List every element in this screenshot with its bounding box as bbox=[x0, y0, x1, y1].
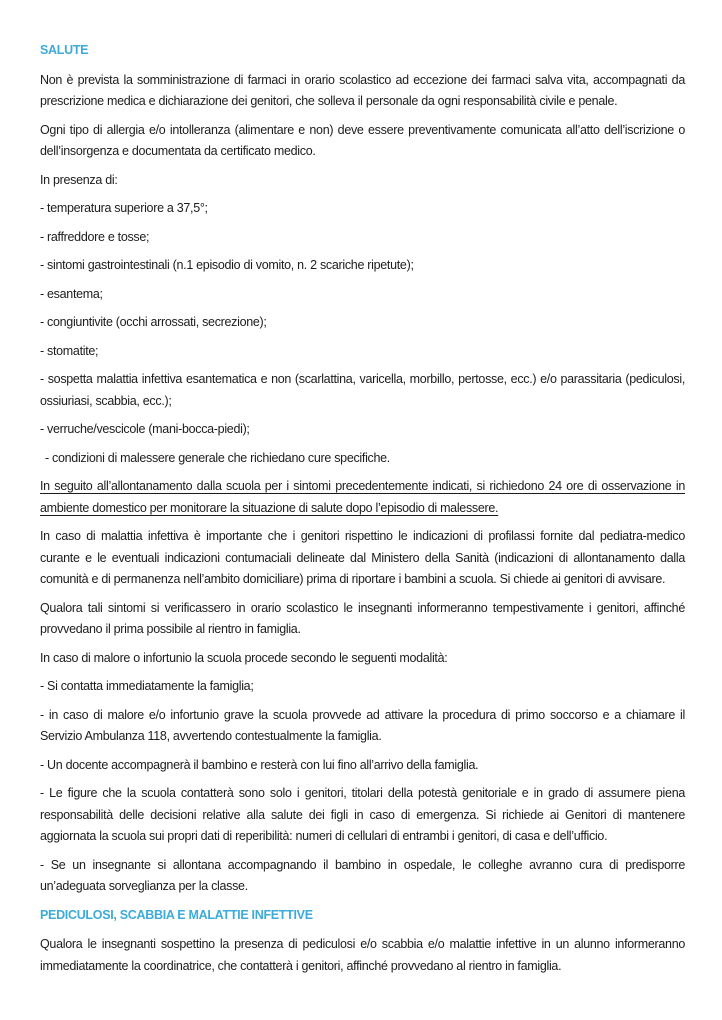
bullet-gastrointestinali: - sintomi gastrointestinali (n.1 episodio di vomito, n. 2 scariche ripetute); bbox=[40, 258, 414, 272]
paragraph-malore-modalita: In caso di malore o infortunio la scuola procede secondo le seguenti modalità: bbox=[40, 650, 448, 665]
bullet-contatta-famiglia: - Si contatta immediatamente la famiglia; bbox=[40, 679, 254, 693]
bullet-verruche: - verruche/vescicole (mani-bocca-piedi); bbox=[40, 422, 250, 436]
underlined-note-24-ore: In seguito all’allontanamento dalla scuola per i sintomi precedentemente indicati, si richiedono 24 ore di osservazione in ambiente domestico per monitorare la situazione di salute dopo l’episodio di malessere. bbox=[40, 479, 685, 515]
bullet-congiuntivite: - congiuntivite (occhi arrossati, secrezione); bbox=[40, 315, 267, 329]
paragraph-profilassi: In caso di malattia infettiva è importante che i genitori rispettino le indicazioni di profilassi fornite dal pediatra-medico curante e le eventuali indicazioni contumaciali delineate dal Ministero della Sanità (indicazioni di allontanamento dalla comunità e di permanenza nell’ambito domiciliare) prima di riportare i bambini a scuola. Si chiede ai genitori di avvisare. bbox=[40, 529, 685, 586]
bullet-raffreddore: - raffreddore e tosse; bbox=[40, 229, 150, 244]
paragraph-allergie: Ogni tipo di allergia e/o intolleranza (alimentare e non) deve essere preventivamente comunicata all’atto dell’iscrizione o dell’insorgenza e documentata da certificato medico. bbox=[40, 122, 685, 158]
paragraph-pediculosi-sospetto: Qualora le insegnanti sospettino la presenza di pediculosi e/o scabbia e/o malattie infettive in un alunno informeranno immediatamente la coordinatrice, che contatterà i genitori, affinché provvedano al rientro in famiglia. bbox=[40, 937, 685, 973]
paragraph-in-presenza-di: In presenza di: bbox=[40, 172, 118, 187]
section-heading-salute: SALUTE bbox=[40, 43, 89, 57]
paragraph-farmaci: Non è prevista la somministrazione di farmaci in orario scolastico ad eccezione dei farmaci salva vita, accompagnati da prescrizione medica e dichiarazione dei genitori, che solleva il personale da ogni responsabilità civile e penale. bbox=[40, 72, 685, 108]
bullet-temperatura: - temperatura superiore a 37,5°; bbox=[40, 201, 208, 215]
paragraph-sintomi-orario-scolastico: Qualora tali sintomi si verificassero in orario scolastico le insegnanti informeranno tempestivamente i genitori, affinché provvedano il prima possibile al rientro in famiglia. bbox=[40, 600, 685, 636]
bullet-stomatite: - stomatite; bbox=[40, 343, 99, 358]
bullet-primo-soccorso: - in caso di malore e/o infortunio grave la scuola provvede ad attivare la procedura di primo soccorso e a chiamare il Servizio Ambulanza 118, avvertendo contestualmente la famiglia. bbox=[40, 707, 685, 743]
section-heading-pediculosi: PEDICULOSI, SCABBIA E MALATTIE INFETTIVE bbox=[40, 907, 313, 922]
bullet-figure-contattate: - Le figure che la scuola contatterà sono solo i genitori, titolari della potestà genitoriale e in grado di assumere piena responsabilità delle decisioni relative alla salute dei figli in caso di emergenza. Si richiede ai Genitori di mantenere aggiornata la scuola sui propri dati di reperibilità: numeri di cellulari di entrambi i genitori, di casa e dell’ufficio. bbox=[40, 786, 685, 843]
bullet-docente-accompagna: - Un docente accompagnerà il bambino e resterà con lui fino all’arrivo della famiglia. bbox=[40, 757, 479, 772]
bullet-esantema: - esantema; bbox=[40, 286, 103, 301]
bullet-malattia-infettiva: - sospetta malattia infettiva esantematica e non (scarlattina, varicella, morbillo, pertosse, ecc.) e/o parassitaria (pediculosi, ossiuriasi, scabbia, ecc.); bbox=[40, 372, 685, 408]
bullet-condizioni-malessere: - condizioni di malessere generale che richiedano cure specifiche. bbox=[45, 450, 390, 465]
bullet-sorveglianza-classe: - Se un insegnante si allontana accompagnando il bambino in ospedale, le colleghe avranno cura di predisporre un’adeguata sorveglianza per la classe. bbox=[40, 857, 685, 893]
